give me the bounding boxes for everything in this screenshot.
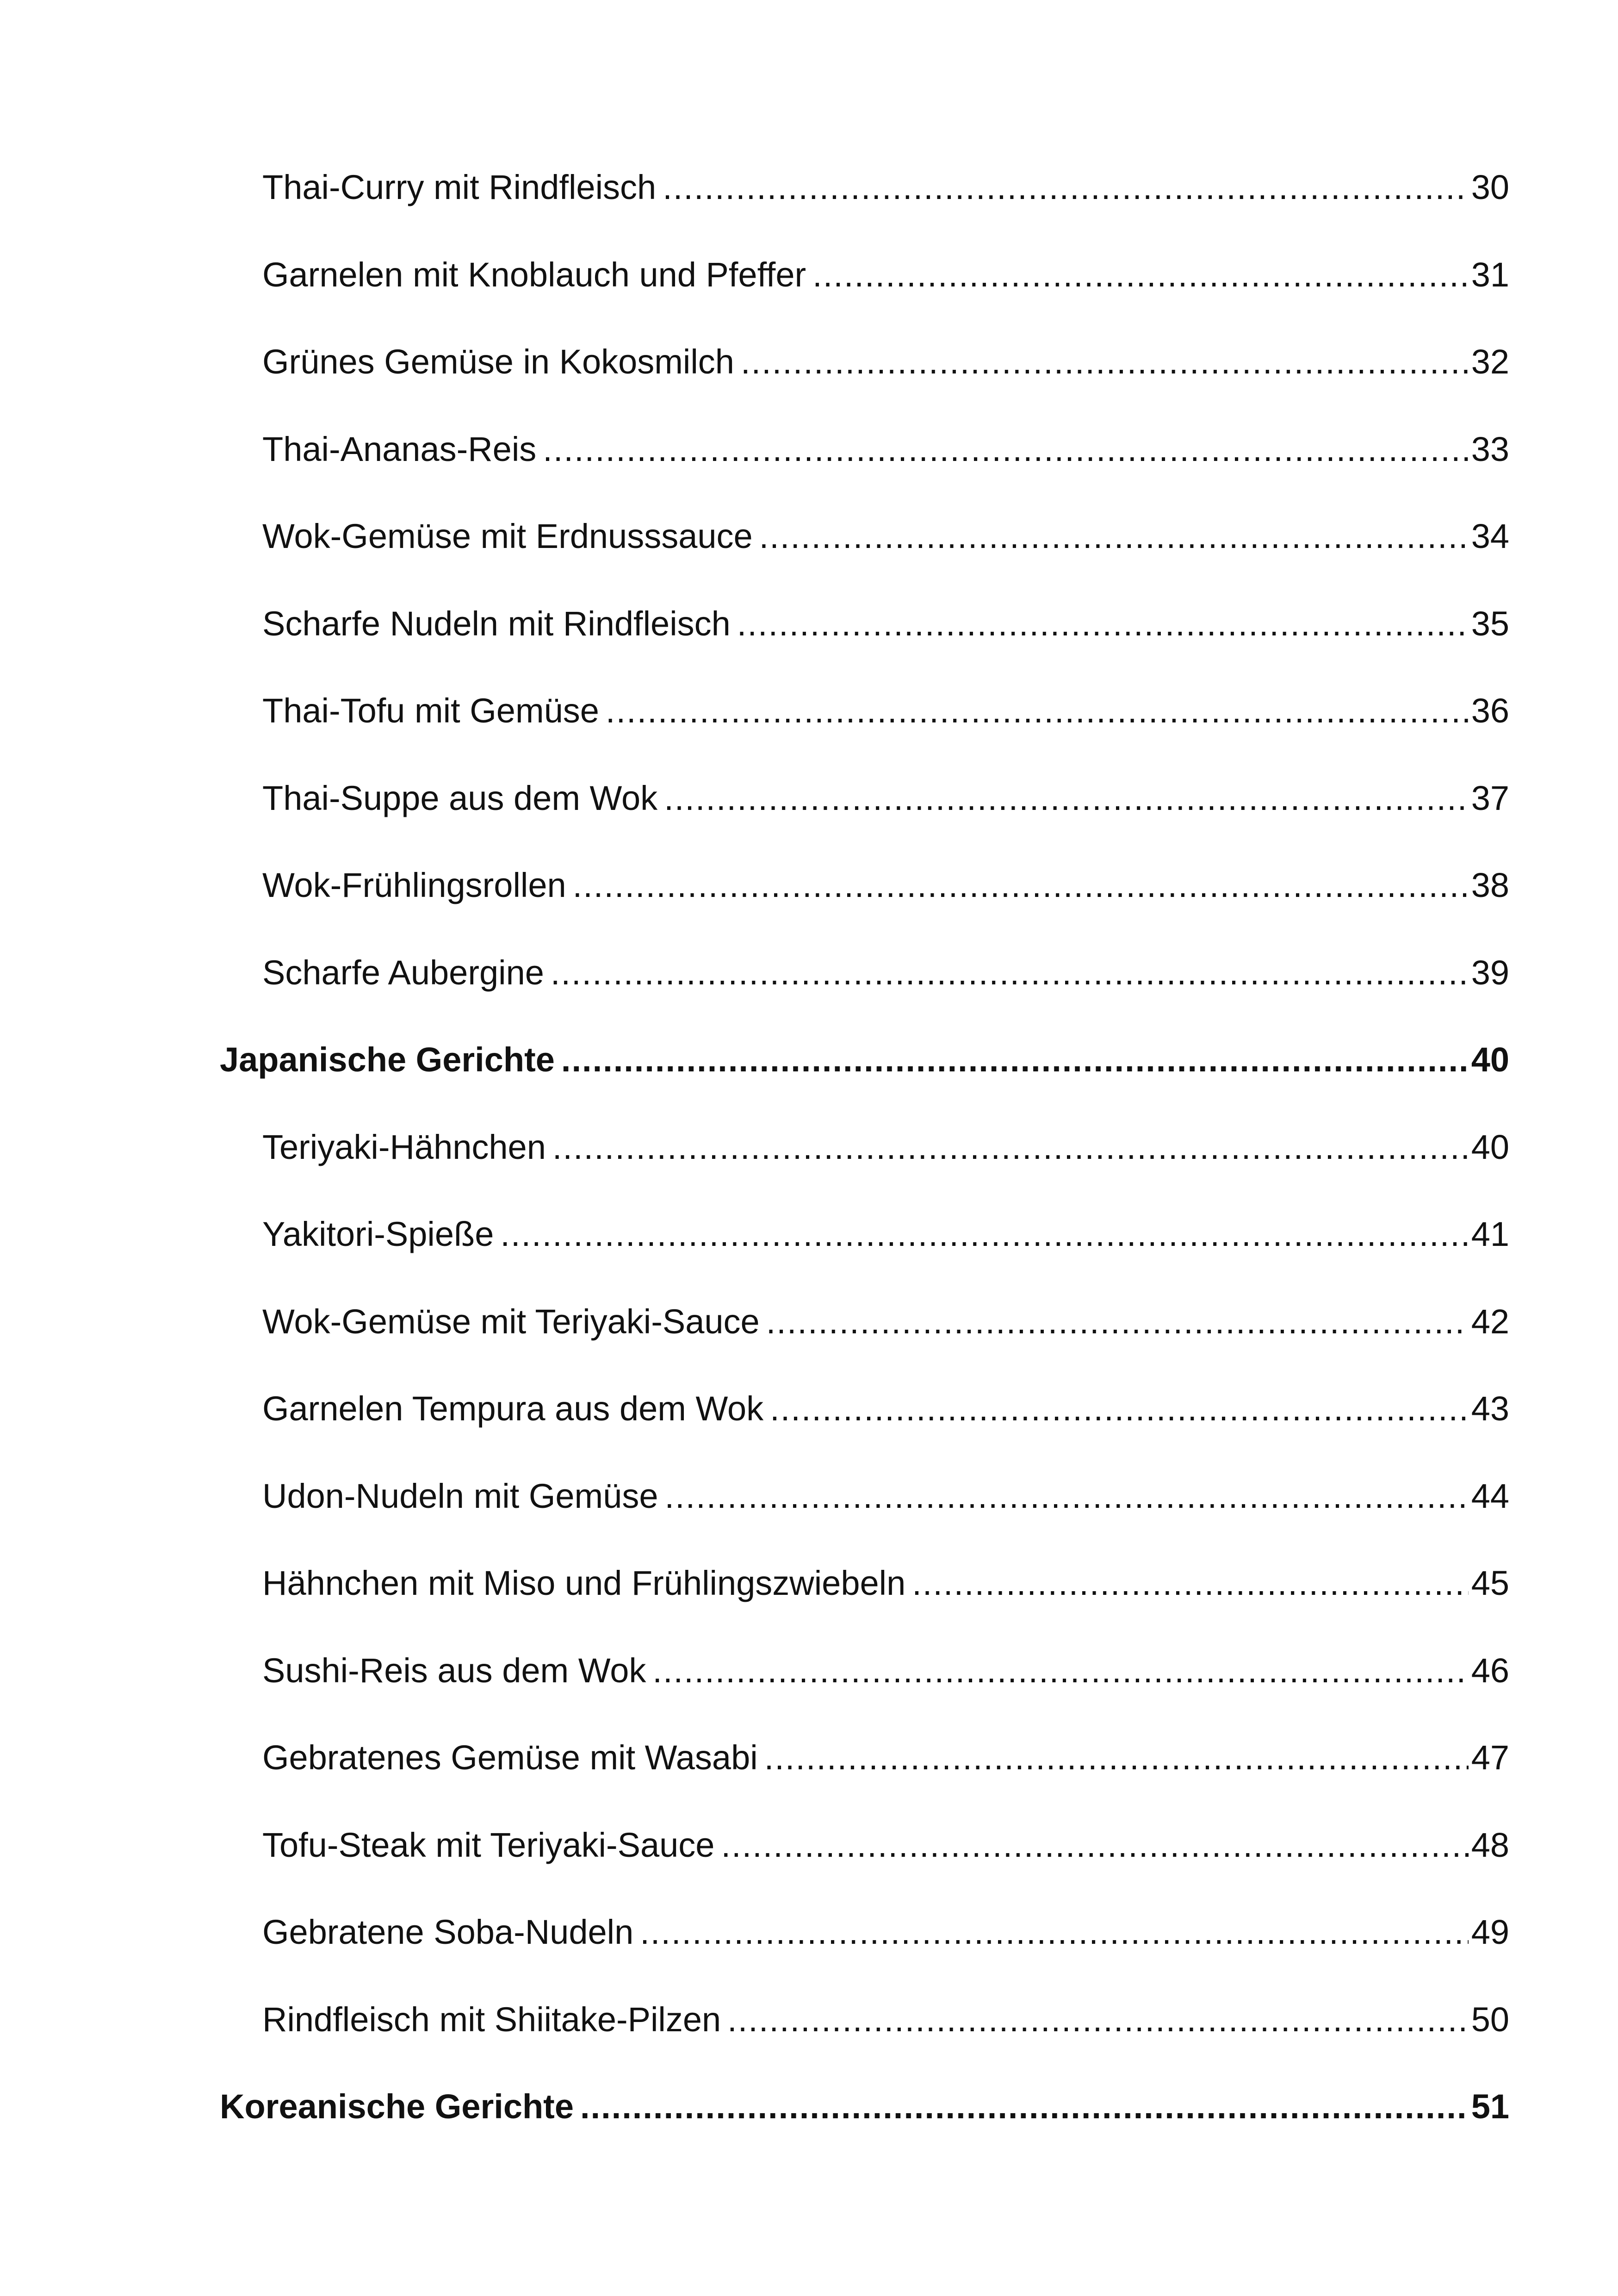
toc-entry-title: Koreanische Gerichte xyxy=(220,2087,574,2126)
toc-entry-title: Thai-Ananas-Reis xyxy=(262,430,537,468)
toc-dot-leader xyxy=(573,858,1469,913)
toc-page-number: 38 xyxy=(1471,866,1509,904)
toc-entry[interactable] xyxy=(262,247,1509,303)
toc-entry-title: Gebratene Soba-Nudeln xyxy=(262,1913,634,1951)
toc-page-number: 47 xyxy=(1471,1738,1509,1777)
toc-entry-title: Garnelen Tempura aus dem Wok xyxy=(262,1389,764,1428)
toc-section-entry[interactable] xyxy=(220,2079,1509,2134)
toc-page-number: 44 xyxy=(1471,1477,1509,1515)
toc-page-number: 39 xyxy=(1471,953,1509,992)
toc-entry[interactable] xyxy=(262,334,1509,390)
toc-dot-leader xyxy=(552,1120,1469,1175)
toc-entry[interactable] xyxy=(262,683,1509,739)
toc-entry-title: Thai-Tofu mit Gemüse xyxy=(262,691,599,730)
toc-page-number: 48 xyxy=(1471,1826,1509,1864)
toc-page-number: 41 xyxy=(1471,1215,1509,1253)
toc-entry-title: Thai-Suppe aus dem Wok xyxy=(262,779,658,817)
toc-entry[interactable] xyxy=(262,1294,1509,1350)
toc-entry[interactable] xyxy=(262,596,1509,652)
toc-entry-title: Scharfe Aubergine xyxy=(262,953,544,992)
toc-page-number: 32 xyxy=(1471,342,1509,381)
toc-entry-title: Hähnchen mit Miso und Frühlingszwiebeln xyxy=(262,1564,906,1602)
toc-dot-leader xyxy=(741,334,1469,390)
toc-dot-leader xyxy=(500,1207,1468,1262)
toc-page-number: 31 xyxy=(1471,255,1509,294)
toc-dot-leader xyxy=(652,1643,1468,1699)
toc-page-number: 40 xyxy=(1471,1040,1509,1079)
toc-dot-leader xyxy=(561,1032,1469,1088)
toc-dot-leader xyxy=(721,1817,1468,1873)
toc-entry[interactable] xyxy=(262,1381,1509,1437)
toc-entry[interactable] xyxy=(262,1904,1509,1960)
toc-dot-leader xyxy=(606,683,1469,739)
toc-entry[interactable] xyxy=(262,1120,1509,1175)
toc-entry-title: Rindfleisch mit Shiitake-Pilzen xyxy=(262,2000,721,2039)
toc-page-number: 34 xyxy=(1471,517,1509,555)
toc-entry-title: Wok-Frühlingsrollen xyxy=(262,866,566,904)
toc-entry-title: Tofu-Steak mit Teriyaki-Sauce xyxy=(262,1826,715,1864)
toc-dot-leader xyxy=(664,1468,1468,1524)
toc-dot-leader xyxy=(812,247,1469,303)
toc-entry[interactable] xyxy=(262,1556,1509,1611)
toc-dot-leader xyxy=(664,771,1469,826)
toc-entry-title: Sushi-Reis aus dem Wok xyxy=(262,1651,646,1690)
toc-dot-leader xyxy=(912,1556,1468,1611)
toc-entry[interactable] xyxy=(262,422,1509,477)
toc-dot-leader xyxy=(759,509,1469,564)
toc-page-number: 42 xyxy=(1471,1302,1509,1341)
toc-entry[interactable] xyxy=(262,1643,1509,1699)
toc-page-number: 36 xyxy=(1471,691,1509,730)
toc-entry-title: Wok-Gemüse mit Teriyaki-Sauce xyxy=(262,1302,760,1341)
toc-entry-title: Wok-Gemüse mit Erdnusssauce xyxy=(262,517,753,555)
toc-dot-leader xyxy=(737,596,1469,652)
toc-page-number: 51 xyxy=(1471,2087,1509,2126)
toc-page-number: 43 xyxy=(1471,1389,1509,1428)
toc-entry[interactable] xyxy=(262,1207,1509,1262)
toc-page-number: 35 xyxy=(1471,604,1509,643)
toc-entry-title: Yakitori-Spieße xyxy=(262,1215,494,1253)
toc-dot-leader xyxy=(766,1294,1469,1350)
toc-dot-leader xyxy=(543,422,1468,477)
toc-entry[interactable] xyxy=(262,858,1509,913)
toc-entry-title: Teriyaki-Hähnchen xyxy=(262,1128,546,1166)
toc-page-number: 33 xyxy=(1471,430,1509,468)
toc-page-number: 46 xyxy=(1471,1651,1509,1690)
toc-entry[interactable] xyxy=(262,1730,1509,1786)
toc-page-number: 50 xyxy=(1471,2000,1509,2039)
toc-entry[interactable] xyxy=(262,160,1509,215)
toc-dot-leader xyxy=(764,1730,1469,1786)
toc-dot-leader xyxy=(663,160,1469,215)
toc-page-number: 49 xyxy=(1471,1913,1509,1951)
toc-entry[interactable] xyxy=(262,1992,1509,2047)
toc-entry-title: Udon-Nudeln mit Gemüse xyxy=(262,1477,658,1515)
toc-entry-title: Gebratenes Gemüse mit Wasabi xyxy=(262,1738,758,1777)
toc-entry-title: Scharfe Nudeln mit Rindfleisch xyxy=(262,604,731,643)
toc-section-entry[interactable] xyxy=(220,1032,1509,1088)
toc-dot-leader xyxy=(580,2079,1469,2134)
toc-page-number: 37 xyxy=(1471,779,1509,817)
toc-page-number: 45 xyxy=(1471,1564,1509,1602)
toc-entry-title: Grünes Gemüse in Kokosmilch xyxy=(262,342,734,381)
toc-entry[interactable] xyxy=(262,1468,1509,1524)
toc-entry-title: Thai-Curry mit Rindfleisch xyxy=(262,168,657,206)
toc-entry[interactable] xyxy=(262,1817,1509,1873)
toc-page-number: 30 xyxy=(1471,168,1509,206)
toc-dot-leader xyxy=(551,945,1469,1001)
toc-entry[interactable] xyxy=(262,771,1509,826)
toc-entry-title: Japanische Gerichte xyxy=(220,1040,555,1079)
toc-entry[interactable] xyxy=(262,945,1509,1001)
toc-entry-title: Garnelen mit Knoblauch und Pfeffer xyxy=(262,255,806,294)
toc-page-number: 40 xyxy=(1471,1128,1509,1166)
toc-dot-leader xyxy=(770,1381,1469,1437)
toc-dot-leader xyxy=(640,1904,1468,1960)
toc-dot-leader xyxy=(727,1992,1469,2047)
toc-entry[interactable] xyxy=(262,509,1509,564)
